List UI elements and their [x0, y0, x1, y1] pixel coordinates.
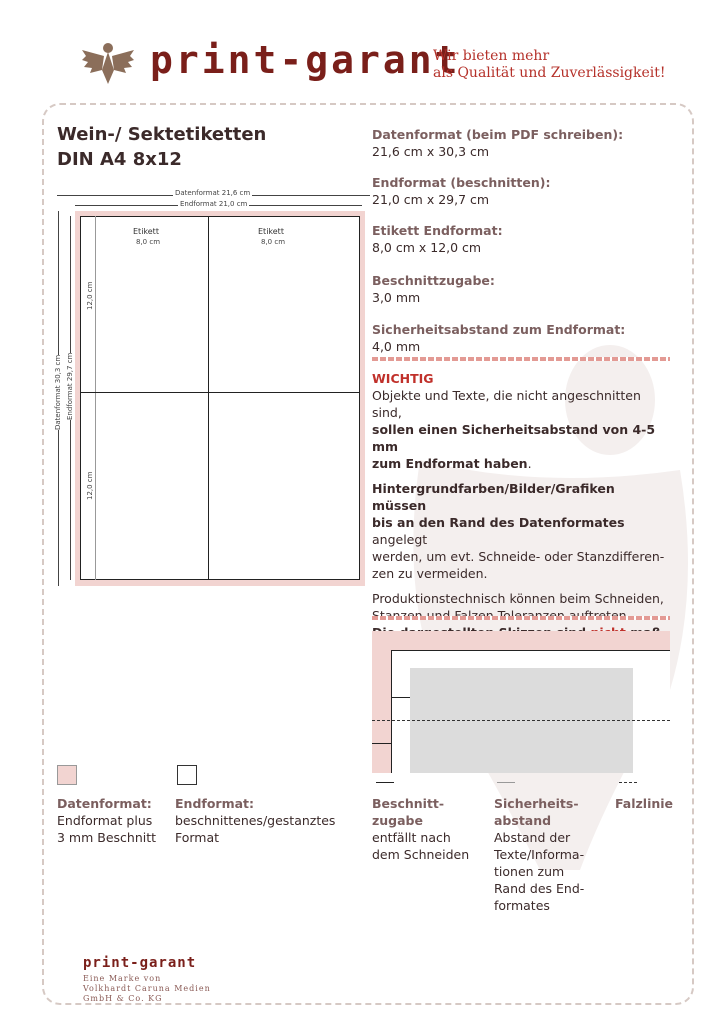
spec-end-format-heading: Endformat (beschnitten):: [372, 175, 551, 190]
note1-line3-bold: zum Endformat haben: [372, 456, 528, 471]
title-line1: Wein-/ Sektetiketten: [57, 124, 267, 145]
spec-safety-value: 4,0 mm: [372, 339, 421, 354]
legend-fold-marker: [619, 782, 637, 783]
legend-bleed-heading2: zugabe: [372, 813, 423, 828]
legend-bleed-marker: [376, 782, 394, 783]
legend-bleed-heading1: Beschnitt-: [372, 796, 445, 811]
legend-end-heading: Endformat:: [175, 796, 255, 811]
note2-line2-bold: bis an den Rand des Datenformates: [372, 515, 625, 530]
legend-bleed-line1: entfällt nach: [372, 830, 451, 845]
legend-data-heading: Datenformat:: [57, 796, 152, 811]
footer-company: [83, 974, 211, 1004]
page-title: [57, 122, 266, 172]
separator-bottom: [372, 616, 670, 620]
height-top-label: 12,0 cm: [86, 281, 94, 310]
etikett-right-label: Etikett: [258, 227, 284, 236]
spec-bleed-heading: Beschnittzugabe:: [372, 273, 495, 288]
legend-safety-line3: tionen zum: [494, 864, 565, 879]
spec-end-format: [372, 174, 550, 208]
eagle-logo-icon: [80, 40, 136, 86]
note3-line1: Produktionstechnisch können beim Schneiden,: [372, 591, 664, 606]
sketch-tick-2: [372, 743, 391, 744]
note2-line2-rest: angelegt: [372, 532, 428, 547]
tagline: [433, 48, 666, 82]
spec-label-end-value: 8,0 cm x 12,0 cm: [372, 240, 482, 255]
legend-bleed-line2: dem Schneiden: [372, 847, 470, 862]
legend-fold-heading: Falzlinie: [615, 796, 674, 811]
height-bottom-label: 12,0 cm: [86, 471, 94, 500]
spec-bleed-value: 3,0 mm: [372, 290, 421, 305]
legend-safety-heading2: abstand: [494, 813, 552, 828]
legend-end-line2: Format: [175, 830, 220, 845]
spec-label-end-heading: Etikett Endformat:: [372, 223, 503, 238]
spec-label-end-format: [372, 222, 503, 256]
spec-safety-heading: Sicherheitsabstand zum Endformat:: [372, 322, 626, 337]
legend-safety-heading1: Sicherheits-: [494, 796, 579, 811]
tagline-line1: Wir bieten mehr: [433, 48, 550, 64]
important-heading: WICHTIG: [372, 371, 434, 386]
spec-data-format-value: 21,6 cm x 30,3 cm: [372, 144, 490, 159]
etikett-left-label: Etikett: [133, 227, 159, 236]
note2-line1: Hintergrundfarben/Bilder/Grafiken müssen: [372, 481, 615, 513]
legend-fold: [615, 795, 673, 812]
legend-end-line1: beschnittenes/gestanztes: [175, 813, 336, 828]
legend-data-line2: 3 mm Beschnitt: [57, 830, 157, 845]
etikett-right-size: 8,0 cm: [261, 238, 286, 246]
legend-safety-line1: Abstand der: [494, 830, 571, 845]
note1-line3: [372, 455, 672, 472]
title-line2: DIN A4 8x12: [57, 149, 182, 170]
note1-line1: Objekte und Texte, die nicht angeschnitten sind,: [372, 388, 641, 420]
legend-safety: [494, 795, 584, 914]
end-format-height-label: Endformat 29,7 cm: [66, 352, 74, 420]
end-format-area: [80, 216, 360, 580]
column-divider: [208, 216, 209, 580]
data-format-height-label: Datenformat 30,3 cm: [54, 354, 62, 430]
note1-line2: sollen einen Sicherheitsabstand von 4-5 mm: [372, 422, 656, 454]
height-bottom-line: [95, 393, 96, 580]
end-format-swatch: [177, 765, 197, 785]
data-format-swatch: [57, 765, 77, 785]
footer-line2: Volkhardt Caruna Medien: [83, 984, 211, 993]
legend-safety-marker: [497, 782, 515, 783]
legend-safety-line5: formates: [494, 898, 550, 913]
sketch-fold-line: [372, 720, 670, 721]
legend-safety-line4: Rand des End-: [494, 881, 585, 896]
legend-data-line1: Endformat plus: [57, 813, 153, 828]
separator-top: [372, 357, 670, 361]
spec-end-format-value: 21,0 cm x 29,7 cm: [372, 192, 490, 207]
footer-line1: Eine Marke von: [83, 974, 162, 983]
spec-bleed: [372, 272, 495, 306]
note2-line4: zen zu vermeiden.: [372, 566, 488, 581]
etikett-left-size: 8,0 cm: [136, 238, 161, 246]
legend-data-format: [57, 795, 156, 846]
spec-safety: [372, 321, 625, 355]
legend-end-format: [175, 795, 335, 846]
end-format-width-label: Endformat 21,0 cm: [180, 200, 248, 208]
legend-bleed: [372, 795, 469, 863]
legend-safety-line2: Texte/Informa-: [494, 847, 585, 862]
brand-logo-text: print-garant: [150, 38, 461, 82]
footer-line3: GmbH & Co. KG: [83, 994, 163, 1003]
row-divider: [80, 392, 360, 393]
height-top-line: [95, 216, 96, 392]
footer-brand: print-garant: [83, 955, 197, 971]
tagline-line2: als Qualität und Zuverlässigkeit!: [433, 65, 666, 81]
notes-block: [372, 370, 672, 658]
spec-data-format: [372, 126, 623, 160]
note2-line3: werden, um evt. Schneide- oder Stanzdifferen-: [372, 549, 665, 564]
sketch-tick-1: [391, 697, 410, 698]
spec-data-format-heading: Datenformat (beim PDF schreiben):: [372, 127, 624, 142]
note1-line3-dot: .: [527, 456, 532, 471]
note2-line2: [372, 514, 672, 548]
data-format-width-label: Datenformat 21,6 cm: [175, 189, 251, 197]
